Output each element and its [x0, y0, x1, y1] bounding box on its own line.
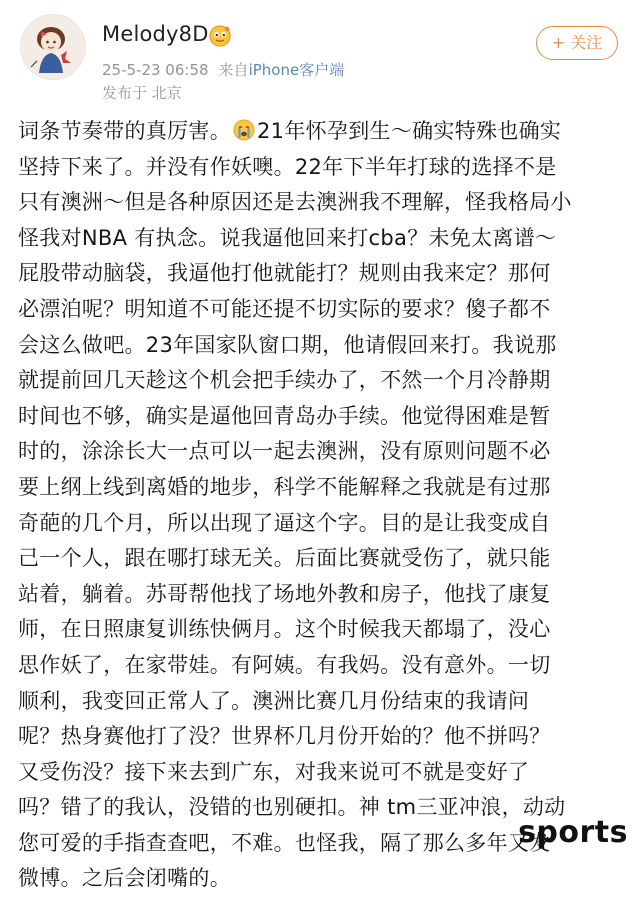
crying-face-icon — [233, 117, 255, 139]
post-text-segment: 奇葩的几个月，所以出现了逼这个字。目的是让我变成自 — [18, 510, 551, 535]
post-text-line — [18, 399, 624, 435]
post-text-line — [18, 612, 624, 648]
post-header — [0, 0, 640, 110]
post-text-segment: 坚持下来了。并没有作妖噢。22年下半年打球的选择不是 — [18, 154, 557, 179]
post-text-segment: 屁股带动脑袋，我逼他打他就能打？规则由我来定？那何 — [18, 261, 551, 286]
post-text-line — [18, 648, 624, 684]
post-text-line — [18, 577, 624, 613]
post-text-segment: 要上纲上线到离婚的地步，科学不能解释之我就是有过那 — [18, 474, 551, 499]
post-text — [18, 114, 624, 897]
post-text-segment: 必漂泊呢？明知道不可能还提不切实际的要求？傻子都不 — [18, 296, 551, 321]
post-text-segment: 站着，躺着。苏哥帮他找了场地外教和房子，他找了康复 — [18, 581, 551, 606]
post-text-segment: 顺利，我变回正常人了。澳洲比赛几月份结束的我请问 — [18, 688, 530, 713]
post-text-line — [18, 114, 624, 150]
post-text-line — [18, 221, 624, 257]
vip-face-icon — [208, 24, 232, 48]
post-text-segment: 会这么做吧。23年国家队窗口期，他请假回来打。我说那 — [18, 332, 557, 357]
post-text-segment: 就提前回几天趁这个机会把手续办了，不然一个月冷静期 — [18, 368, 551, 393]
post-text-line — [18, 861, 624, 897]
post-text-segment: 您可爱的手指查查吧，不难。也怪我，隔了那么多年又发 — [18, 830, 551, 855]
post-text-segment: 呢？热身赛他打了没？世界杯几月份开始的？他不拼吗？ — [18, 724, 551, 749]
post-text-line — [18, 256, 624, 292]
post-text-line — [18, 150, 624, 186]
post-text-line — [18, 470, 624, 506]
post-text-segment: 己一个人，跟在哪打球无关。后面比赛就受伤了，就只能 — [18, 546, 551, 571]
avatar-illustration-icon — [21, 15, 85, 79]
post-text-segment: 师，在日照康复训练快俩月。这个时候我天都塌了，没心 — [18, 617, 551, 642]
post-text-line — [18, 506, 624, 542]
author-avatar[interactable] — [20, 14, 86, 80]
post-text-line — [18, 719, 624, 755]
post-text-line — [18, 684, 624, 720]
sports-watermark: sports — [518, 815, 628, 850]
post-text-segment: 怪我对NBA 有执念。说我逼他回来打cba？未免太离谱～ — [18, 225, 557, 250]
post-text-segment: 思作妖了，在家带娃。有阿姨。有我妈。没有意外。一切 — [18, 652, 551, 677]
post-text-line — [18, 434, 624, 470]
post-text-segment: 微博。之后会闭嘴的。 — [18, 866, 231, 891]
post-text-line — [18, 292, 624, 328]
post-text-segment: 只有澳洲～但是各种原因还是去澳洲我不理解，怪我格局小 — [18, 190, 572, 215]
post-text-segment: 时间也不够，确实是逼他回青岛办手续。他觉得困难是暂 — [18, 403, 551, 428]
post-text-line — [18, 541, 624, 577]
post-text-segment: 又受伤没？接下来去到广东，对我来说可不就是变好了 — [18, 759, 530, 784]
post-text-segment: 词条节奏带的真厉害。 — [18, 119, 231, 143]
post-text-line — [18, 185, 624, 221]
author-name[interactable]: Melody8D — [102, 22, 209, 46]
source-client-link[interactable]: iPhone客户端 — [248, 61, 345, 79]
post-text-line — [18, 363, 624, 399]
post-text-segment: 21年怀孕到生～确实特殊也确实 — [257, 119, 562, 143]
source-prefix: 来自 — [218, 61, 249, 79]
post-text-segment: 吗？错了的我认，没错的也别硬扣。神 tm三亚冲浪，动动 — [18, 795, 566, 820]
post-meta — [102, 59, 344, 80]
post-text-line — [18, 328, 624, 364]
post-timestamp: 25-5-23 06:58 — [102, 61, 209, 79]
post-text-line — [18, 755, 624, 791]
follow-button[interactable]: + 关注 — [536, 26, 618, 60]
post-text-segment: 时的，涂涂长大一点可以一起去澳洲，没有原则问题不必 — [18, 439, 551, 464]
post-location: 发布于 北京 — [102, 84, 182, 102]
